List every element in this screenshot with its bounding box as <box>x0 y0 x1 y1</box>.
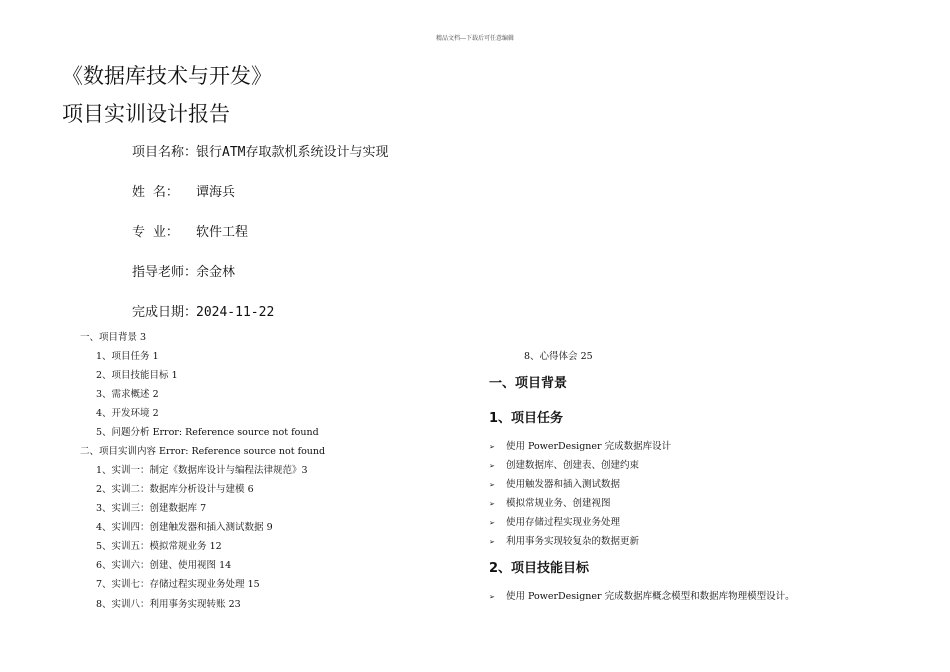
toc-entry: 7、实训七：存储过程实现业务处理 15 <box>96 579 260 590</box>
info-label: 完成日期： <box>132 305 198 320</box>
info-project-name <box>132 141 388 160</box>
toc-entry: 一、项目背景 3 <box>80 332 147 343</box>
bullet-text: 使用存储过程实现业务处理 <box>506 517 621 528</box>
bullet-arrow-icon: ➢ <box>489 519 495 527</box>
info-value: 银行ATM存取款机系统设计与实现 <box>196 145 389 160</box>
info-advisor <box>132 261 235 280</box>
bullet-text: 使用 PowerDesigner 完成数据库设计 <box>506 441 672 452</box>
bullet-item <box>489 438 671 452</box>
info-completion-date <box>132 301 274 320</box>
info-major <box>132 221 248 240</box>
toc-entry: 5、问题分析 Error: Reference source not found <box>96 427 319 438</box>
info-student-name <box>132 181 235 200</box>
bullet-arrow-icon: ➢ <box>489 593 495 601</box>
info-label: 指导老师： <box>132 265 198 280</box>
report-title-course: 《数据库技术与开发》 <box>62 64 272 88</box>
toc-entry: 4、实训四：创建触发器和插入测试数据 9 <box>96 522 273 533</box>
toc-entry: 8、实训八：利用事务实现转账 23 <box>96 599 241 610</box>
subsection-heading: 2、项目技能目标 <box>489 561 590 576</box>
info-label: 姓 名： <box>132 185 179 200</box>
bullet-item <box>489 495 611 509</box>
info-label: 项目名称： <box>132 145 198 160</box>
bullet-item <box>489 514 620 528</box>
bullet-text: 使用 PowerDesigner 完成数据库概念模型和数据库物理模型设计。 <box>506 591 795 602</box>
toc-entry: 2、项目技能目标 1 <box>96 370 178 381</box>
toc-entry: 6、实训六：创建、使用视图 14 <box>96 560 232 571</box>
toc-entry: 2、实训二：数据库分析设计与建模 6 <box>96 484 254 495</box>
bullet-arrow-icon: ➢ <box>489 443 495 451</box>
info-value: 余金林 <box>196 265 236 280</box>
toc-entry: 4、开发环境 2 <box>96 408 159 419</box>
bullet-arrow-icon: ➢ <box>489 500 495 508</box>
info-value: 2024-11-22 <box>196 305 275 320</box>
subsection-heading: 1、项目任务 <box>489 411 564 426</box>
toc-entry: 二、项目实训内容 Error: Reference source not found <box>80 446 326 457</box>
bullet-item <box>489 533 639 547</box>
info-value: 谭海兵 <box>196 185 236 200</box>
info-value: 软件工程 <box>196 225 249 240</box>
bullet-item <box>489 457 639 471</box>
bullet-item <box>489 476 620 490</box>
toc-entry: 3、需求概述 2 <box>96 389 159 400</box>
bullet-arrow-icon: ➢ <box>489 481 495 489</box>
bullet-arrow-icon: ➢ <box>489 462 495 470</box>
page-watermark: 精品文档---下载后可任意编辑 <box>435 35 515 42</box>
toc-entry: 8、心得体会 25 <box>524 351 593 362</box>
toc-entry: 5、实训五：模拟常规业务 12 <box>96 541 222 552</box>
toc-entry: 1、项目任务 1 <box>96 351 159 362</box>
report-title-main: 项目实训设计报告 <box>62 102 230 126</box>
bullet-text: 创建数据库、创建表、创建约束 <box>506 460 640 471</box>
bullet-text: 利用事务实现较复杂的数据更新 <box>506 536 640 547</box>
bullet-arrow-icon: ➢ <box>489 538 495 546</box>
bullet-text: 模拟常规业务、创建视图 <box>506 498 611 509</box>
section-heading: 一、项目背景 <box>489 376 568 391</box>
info-label: 专 业： <box>132 225 179 240</box>
bullet-text: 使用触发器和插入测试数据 <box>506 479 621 490</box>
toc-entry: 1、实训一：制定《数据库设计与编程法律规范》3 <box>96 465 308 476</box>
toc-entry: 3、实训三：创建数据库 7 <box>96 503 207 514</box>
bullet-item <box>489 588 795 602</box>
